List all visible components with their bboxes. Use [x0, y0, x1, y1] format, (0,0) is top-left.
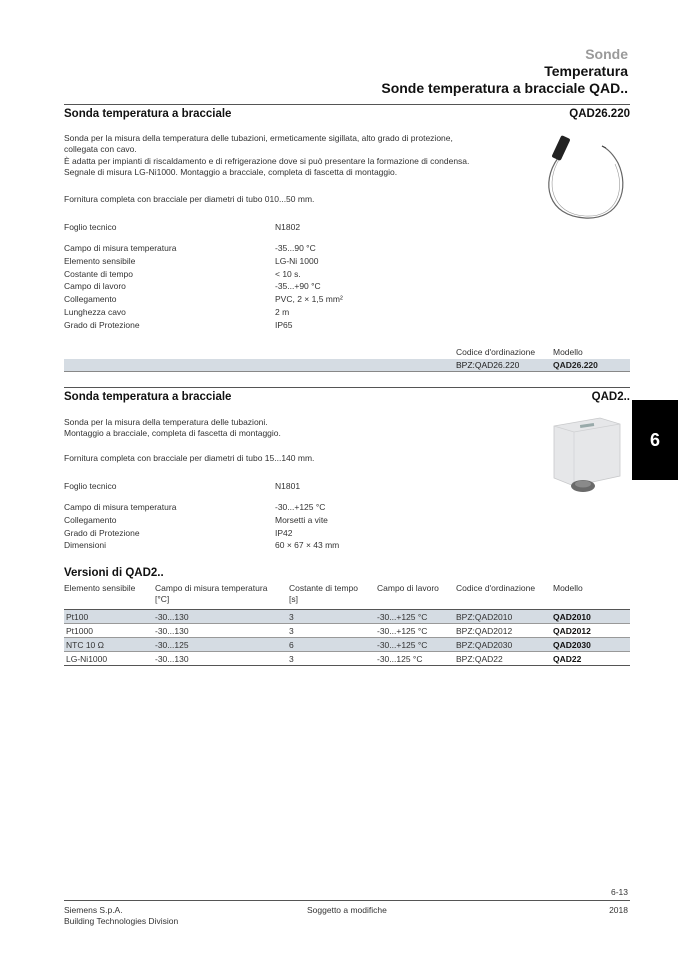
spec-label: Collegamento — [64, 514, 117, 525]
spec-label: Costante di tempo — [64, 268, 133, 279]
page-title: Sonde temperatura a bracciale QAD.. — [381, 80, 628, 96]
th-range-label: Campo di misura temperatura — [155, 583, 268, 593]
th-time-label: Costante di tempo — [289, 583, 358, 593]
section2-supply: Fornitura completa con bracciale per diametri di tubo 15...140 mm. — [64, 453, 315, 463]
th-range-unit: [°C] — [155, 594, 170, 604]
spec-value: -30...+125 °C — [275, 502, 326, 512]
order-row — [64, 359, 630, 372]
footer-notice: Soggetto a modifiche — [307, 905, 387, 915]
desc-line: Sonda per la misura della temperatura delle tubazioni. — [64, 417, 268, 427]
desc-line: Sonda per la misura della temperatura delle tubazioni, ermeticamente sigillata, alto grado di protezione, — [64, 133, 453, 143]
cell: LG-Ni1000 — [66, 654, 108, 664]
th-working-range: Campo di lavoro — [377, 583, 439, 593]
cell: 3 — [289, 612, 294, 622]
spec-value: < 10 s. — [275, 268, 301, 279]
cell: BPZ:QAD22 — [456, 654, 503, 664]
th-range — [155, 583, 267, 605]
cell: BPZ:QAD2030 — [456, 640, 513, 650]
section1-rule — [64, 104, 630, 105]
table-row — [64, 638, 630, 652]
order-code: BPZ:QAD26.220 — [456, 360, 520, 370]
versions-title: Versioni di QAD2.. — [64, 567, 164, 579]
section2-rule — [64, 387, 630, 388]
cell: Pt1000 — [66, 626, 93, 636]
spec-label: Foglio tecnico — [64, 222, 117, 232]
spec-value: IP65 — [275, 319, 293, 330]
spec-label: Campo di misura temperatura — [64, 502, 177, 512]
cell: -30...+125 °C — [377, 640, 428, 650]
order-model: QAD26.220 — [553, 360, 598, 370]
cell: 3 — [289, 626, 294, 636]
footer-division: Building Technologies Division — [64, 916, 179, 926]
cell-model: QAD2012 — [553, 626, 591, 636]
th-time-constant — [289, 583, 358, 605]
spec-value: -35...+90 °C — [275, 281, 321, 292]
footer-rule — [64, 900, 630, 901]
table-row — [64, 652, 630, 666]
cell: -30...+125 °C — [377, 626, 428, 636]
spec-label: Grado di Protezione — [64, 527, 140, 538]
page-number: 6-13 — [610, 887, 628, 897]
cell: 3 — [289, 654, 294, 664]
spec-label: Collegamento — [64, 294, 117, 305]
section2-title: Sonda temperatura a bracciale — [64, 391, 232, 403]
cell: BPZ:QAD2012 — [456, 626, 513, 636]
cell: NTC 10 Ω — [66, 640, 105, 650]
cell: -30...130 — [155, 612, 189, 622]
spec-label: Grado di Protezione — [64, 319, 140, 330]
spec-value: Morsetti a vite — [275, 514, 328, 525]
section2-code: QAD2.. — [591, 391, 630, 403]
chapter-tab: 6 — [632, 400, 678, 480]
spec-label: Foglio tecnico — [64, 481, 117, 491]
section1-description — [64, 133, 524, 178]
spec-value: 2 m — [275, 306, 290, 317]
spec-label: Lunghezza cavo — [64, 306, 126, 317]
cell: 6 — [289, 640, 294, 650]
th-element: Elemento sensibile — [64, 583, 136, 593]
footer-company: Siemens S.p.A. — [64, 905, 123, 915]
spec-value: 60 × 67 × 43 mm — [275, 540, 340, 551]
cell: -30...125 — [155, 640, 189, 650]
section1-supply: Fornitura completa con bracciale per diametri di tubo 010...50 mm. — [64, 194, 315, 204]
spec-label: Campo di misura temperatura — [64, 243, 177, 253]
th-order-code: Codice d'ordinazione — [456, 583, 536, 593]
section1-code: QAD26.220 — [569, 108, 630, 120]
th-model: Modello — [553, 583, 583, 593]
section2-description — [64, 417, 524, 440]
cell: Pt100 — [66, 612, 89, 622]
header-subcategory: Temperatura — [544, 63, 628, 79]
spec-value: -35...90 °C — [275, 243, 316, 253]
cell: -30...125 °C — [377, 654, 423, 664]
housing-sensor-image — [540, 410, 630, 495]
cell-model: QAD2030 — [553, 640, 591, 650]
spec-value: IP42 — [275, 527, 293, 538]
cell-model: QAD2010 — [553, 612, 591, 622]
header-category: Sonde — [585, 46, 628, 62]
spec-value: PVC, 2 × 1,5 mm² — [275, 294, 343, 305]
spec-value: N1802 — [275, 222, 301, 232]
th-time-unit: [s] — [289, 594, 298, 604]
desc-line: Montaggio a bracciale, completa di fascetta di montaggio. — [64, 428, 281, 439]
desc-line: Segnale di misura LG-Ni1000. Montaggio a bracciale, completa di fascetta di montaggio. — [64, 166, 398, 177]
table-row — [64, 624, 630, 638]
cell: BPZ:QAD2010 — [456, 612, 513, 622]
cell: -30...130 — [155, 654, 189, 664]
cell: -30...+125 °C — [377, 612, 428, 622]
spec-label: Campo di lavoro — [64, 281, 126, 292]
desc-line: collegata con cavo. — [64, 144, 137, 155]
order-code-header: Codice d'ordinazione — [456, 347, 536, 357]
spec-label: Dimensioni — [64, 540, 107, 551]
footer-year: 2018 — [609, 905, 628, 915]
cell: -30...130 — [155, 626, 189, 636]
spec-label: Elemento sensibile — [64, 255, 136, 266]
spec-value: LG-Ni 1000 — [275, 255, 319, 266]
section1-title: Sonda temperatura a bracciale — [64, 108, 232, 120]
cell-model: QAD22 — [553, 654, 582, 664]
order-model-header: Modello — [553, 347, 583, 357]
desc-line: È adatta per impianti di riscaldamento e di refrigerazione dove si può presentare la formazione di condensa. — [64, 155, 470, 166]
table-row — [64, 610, 630, 624]
spec-value: N1801 — [275, 481, 301, 491]
cable-sensor-image — [540, 128, 630, 228]
